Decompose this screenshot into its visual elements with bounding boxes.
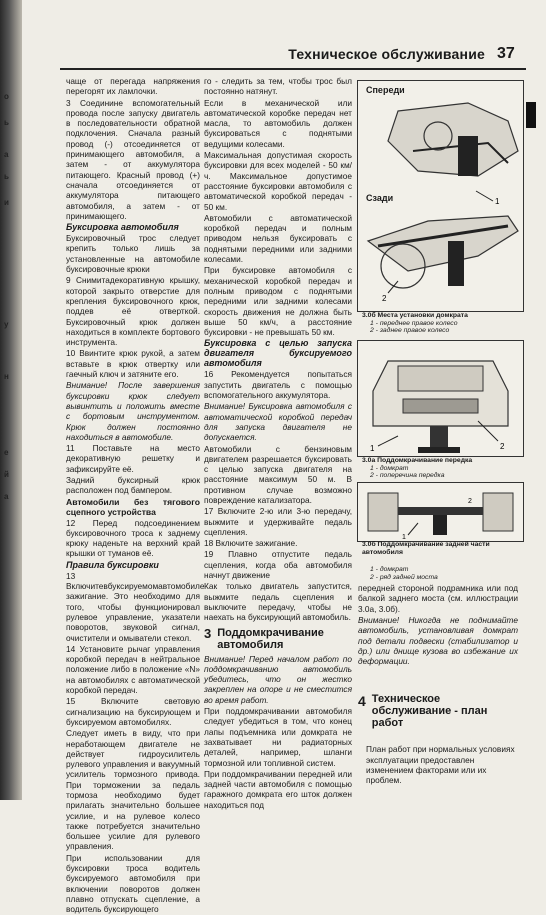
paragraph: 10 Ввинтите крюк рукой, а затем вставьте в крюк отвертку или гаечный ключ и затяните его. (66, 348, 200, 380)
margin-scrap: о (4, 92, 9, 101)
front-jacking-illustration (358, 341, 523, 456)
paragraph: 19 Плавно отпустите педаль сцепления, когда оба автомобиля начнут движение (204, 549, 352, 581)
thumb-index-tab (526, 102, 536, 128)
text-column-3-continued (366, 736, 518, 794)
paragraph: Задний буксирный крюк расположен под бампером. (66, 474, 200, 496)
paragraph: 14 Установите рычаг управления коробкой передач в нейтральное положение либо в положение «N» на автомобилях с автоматической коробкой передач. (66, 643, 200, 696)
running-header-title: Техническое обслуживание (288, 46, 485, 62)
paragraph: Автомобили с бензиновым двигателем разрешается буксировать с целью запуска двигателя на расстояние максимум 50 м. В противном случае возможно повреждение катализатора. (204, 443, 352, 505)
text-column-3 (358, 566, 518, 668)
figure-caption-2 (362, 457, 522, 480)
figure-label-front: Спереди (366, 85, 405, 95)
figure-jack-points (357, 80, 524, 312)
figure-label-rear: Сзади (366, 193, 394, 203)
figure-rear-jacking (357, 482, 524, 542)
paragraph: 3 Соединине вспомогательный провода после запуску двигатель в последовательности обратной подклочения. Сначала разный провод (-) отсоединяется от принимающего автомобиля, а затем - от аккумулятора питающего. Красный провод (+) сначала отсоединяется от аккумулятора питающего автомобиля, а затем - от принимающего. (66, 97, 200, 221)
caption-title: 3.0а Поддомкрачивание передка (362, 457, 473, 464)
paragraph: Автомобили с автоматической коробкой передач и полным приводом нельзя буксировать с поднятыми передними или задними колесами. (204, 212, 352, 265)
figure-front-jacking (357, 340, 524, 457)
margin-scrap: а (4, 150, 9, 159)
paragraph: При поддомкрачивании автомобиля следует убедиться в том, что конец лапы подъемника или домкрата не захватывает ни радиаторных деталей, например, шланги тормозной или топливной систем. (204, 706, 352, 768)
svg-text:1: 1 (402, 534, 406, 541)
caption-title: 3.0б Поддомкрачивание задней части автомобиля (362, 541, 490, 556)
margin-scrap: е (4, 448, 9, 457)
subheading: Правила буксировки (66, 559, 159, 570)
margin-scrap: ь (4, 118, 9, 127)
paragraph: При поддомкрачивании передней или задней части автомобиля с помощью гаражного домкрата его шток должен находиться под (204, 768, 352, 810)
subheading: Автомобили без тягового сцепного устройства (66, 496, 200, 517)
margin-scrap: и (4, 198, 9, 207)
section-heading (204, 627, 352, 651)
page-number: 37 (497, 45, 515, 62)
caption-key: 2 - ряд задней моста (370, 573, 438, 581)
margin-scrap: й (4, 470, 9, 479)
svg-text:2: 2 (382, 294, 387, 303)
paragraph: Как только двигатель запустится, выжмите педаль сцепления и выключите передачу, чтобы не наехать на буксирующий автомобиль. (204, 581, 352, 623)
warning-note: Внимание! Буксировка автомобиля с автоматической коробкой передач для запуска двигателя не допускается. (204, 401, 352, 443)
paragraph: Буксировочный трос следует крепить только лишь за установленные на автомобиле буксировочные крюки (66, 233, 200, 275)
paragraph: 15 Включите световую сигнализацию на буксирующем и буксируемом автомобилях. (66, 696, 200, 727)
paragraph: 18 Включите зажигание. (204, 538, 298, 549)
section-number: 3 (204, 625, 212, 641)
paragraph: Максимальная допустимая скорость буксировки для всех моделей - 50 км/ч. Максимальное допустимое расстояние буксировки автомобиля с автоматической коробкой передач - 50 км. (204, 150, 352, 212)
margin-scrap: у (4, 320, 9, 329)
svg-text:1: 1 (495, 197, 500, 206)
section-title: Поддомкрачивание автомобиля (217, 626, 324, 651)
paragraph: го - следить за тем, чтобы трос был постоянно натянут. (204, 76, 352, 97)
section-title: Техническое обслуживание - план работ (371, 693, 488, 729)
subheading: Буксировка автомобиля (66, 222, 179, 233)
section-number: 4 (358, 693, 366, 709)
caption-key: 1 - переднее правое колесо (370, 319, 458, 327)
margin-scrap: ь (4, 172, 9, 181)
paragraph: При использовании для буксировки троса водитель буксируемого автомобиля при включении поворотов должен плавно отпускать сцепление, а водитель буксирующего (66, 852, 200, 915)
warning-note: Внимание! Никогда не поднимайте автомобиль, установливая домкрат под детали подвески (стабилизатор и др.) или днище кузова во избежание их деформации. (358, 615, 518, 667)
caption-key: 1 - домкрат (370, 464, 409, 472)
figure-caption-1 (362, 312, 522, 335)
paragraph: 12 Перед подсоединением буксировочного троса к заднему крюку наденьте на верхний край крышки от туманов её. (66, 517, 200, 559)
caption-key: 2 - заднее правое колесо (370, 327, 450, 335)
rear-jacking-illustration (358, 483, 523, 541)
warning-note: Внимание! Перед началом работ по поддомкрачиванию автомобиль убедитесь, что он жестко закреплен на опоре и не сместится во время работ. (204, 653, 352, 705)
section-heading (358, 693, 518, 729)
paragraph: При буксировке автомобиля с механической коробкой передач и полным приводом с поднятыми передними или задними колесами скорость движения не должна быть выше 50 км/ч, а расстояние буксировки - не превышать 50 км. (204, 265, 352, 338)
subheading: Буксировка с целью запуска двигателя буксируемого автомобиля (204, 338, 352, 369)
caption-title: 3.0б Места установки домкрата (362, 312, 468, 319)
paragraph: 17 Включите 2-ю или 3-ю передачу, выжмите и удерживайте педаль сцепления. (204, 506, 352, 537)
paragraph: 9 Снимитадекоративную крышку, которой закрыто отверстие для крепления буксировочного крюк, поддев её отверткой. Буксировочный крюк должен находиться в комплекте бортового инструмента. (66, 275, 200, 348)
svg-text:1: 1 (370, 444, 375, 453)
paragraph: Следует иметь в виду, что при неработающем двигателе не действует гидроусилитель рулевого управления и вакуумный усилитель тормозного привода. При торможении за педаль тормоза необходимо будет прилагать значительно большее усилие, и на рулевое колесо также потребуется значительно большее усилие для рулевого управления. (66, 728, 200, 852)
margin-scrap: а (4, 492, 9, 501)
figure-caption-3 (362, 541, 522, 556)
caption-key: 2 - поперечина передка (370, 472, 445, 480)
svg-text:2: 2 (500, 442, 505, 451)
paragraph: 16 Рекомендуется попытаться запустить двигатель с помощью вспомогательного аккумулятора. (204, 369, 352, 401)
paragraph: 11 Поставьте на место декоративную решетку и зафиксируйте её. (66, 443, 200, 474)
margin-scrap: н (4, 372, 9, 381)
text-column-1 (66, 76, 205, 915)
warning-note: Внимание! После завершения буксировки крюк следует вывинтить и положить вместе с бортовым инструментом. Крюк должен постоянно находиться в автомобиле. (66, 380, 200, 442)
paragraph: передней стороной подрамника или под балкой заднего моста (см. иллюстрации 3.0а, 3.0б). (358, 583, 518, 614)
paragraph: План работ при нормальных условиях эксплуатации предоставлен изменением факторами или их проблем. (366, 744, 515, 786)
text-column-2 (204, 76, 352, 810)
svg-text:2: 2 (468, 498, 472, 505)
paragraph: чаще от перегада напряжения перегорят их ламлочки. (66, 76, 200, 97)
paragraph: 13 Включитевбуксируемомавтомобиле зажигание. Это необходимо для того, чтобы функционировал рулевое управление, указатели поворотов, звуковой сигнал, очистители и омыватели стекол. (66, 570, 205, 643)
header-rule (60, 68, 526, 70)
paragraph: Если в механической или автоматической коробке передач нет масла, то автомобиль должен буксироваться с поднятыми ведущими колесами. (204, 97, 352, 149)
caption-key: 1 - домкрат (370, 566, 409, 573)
